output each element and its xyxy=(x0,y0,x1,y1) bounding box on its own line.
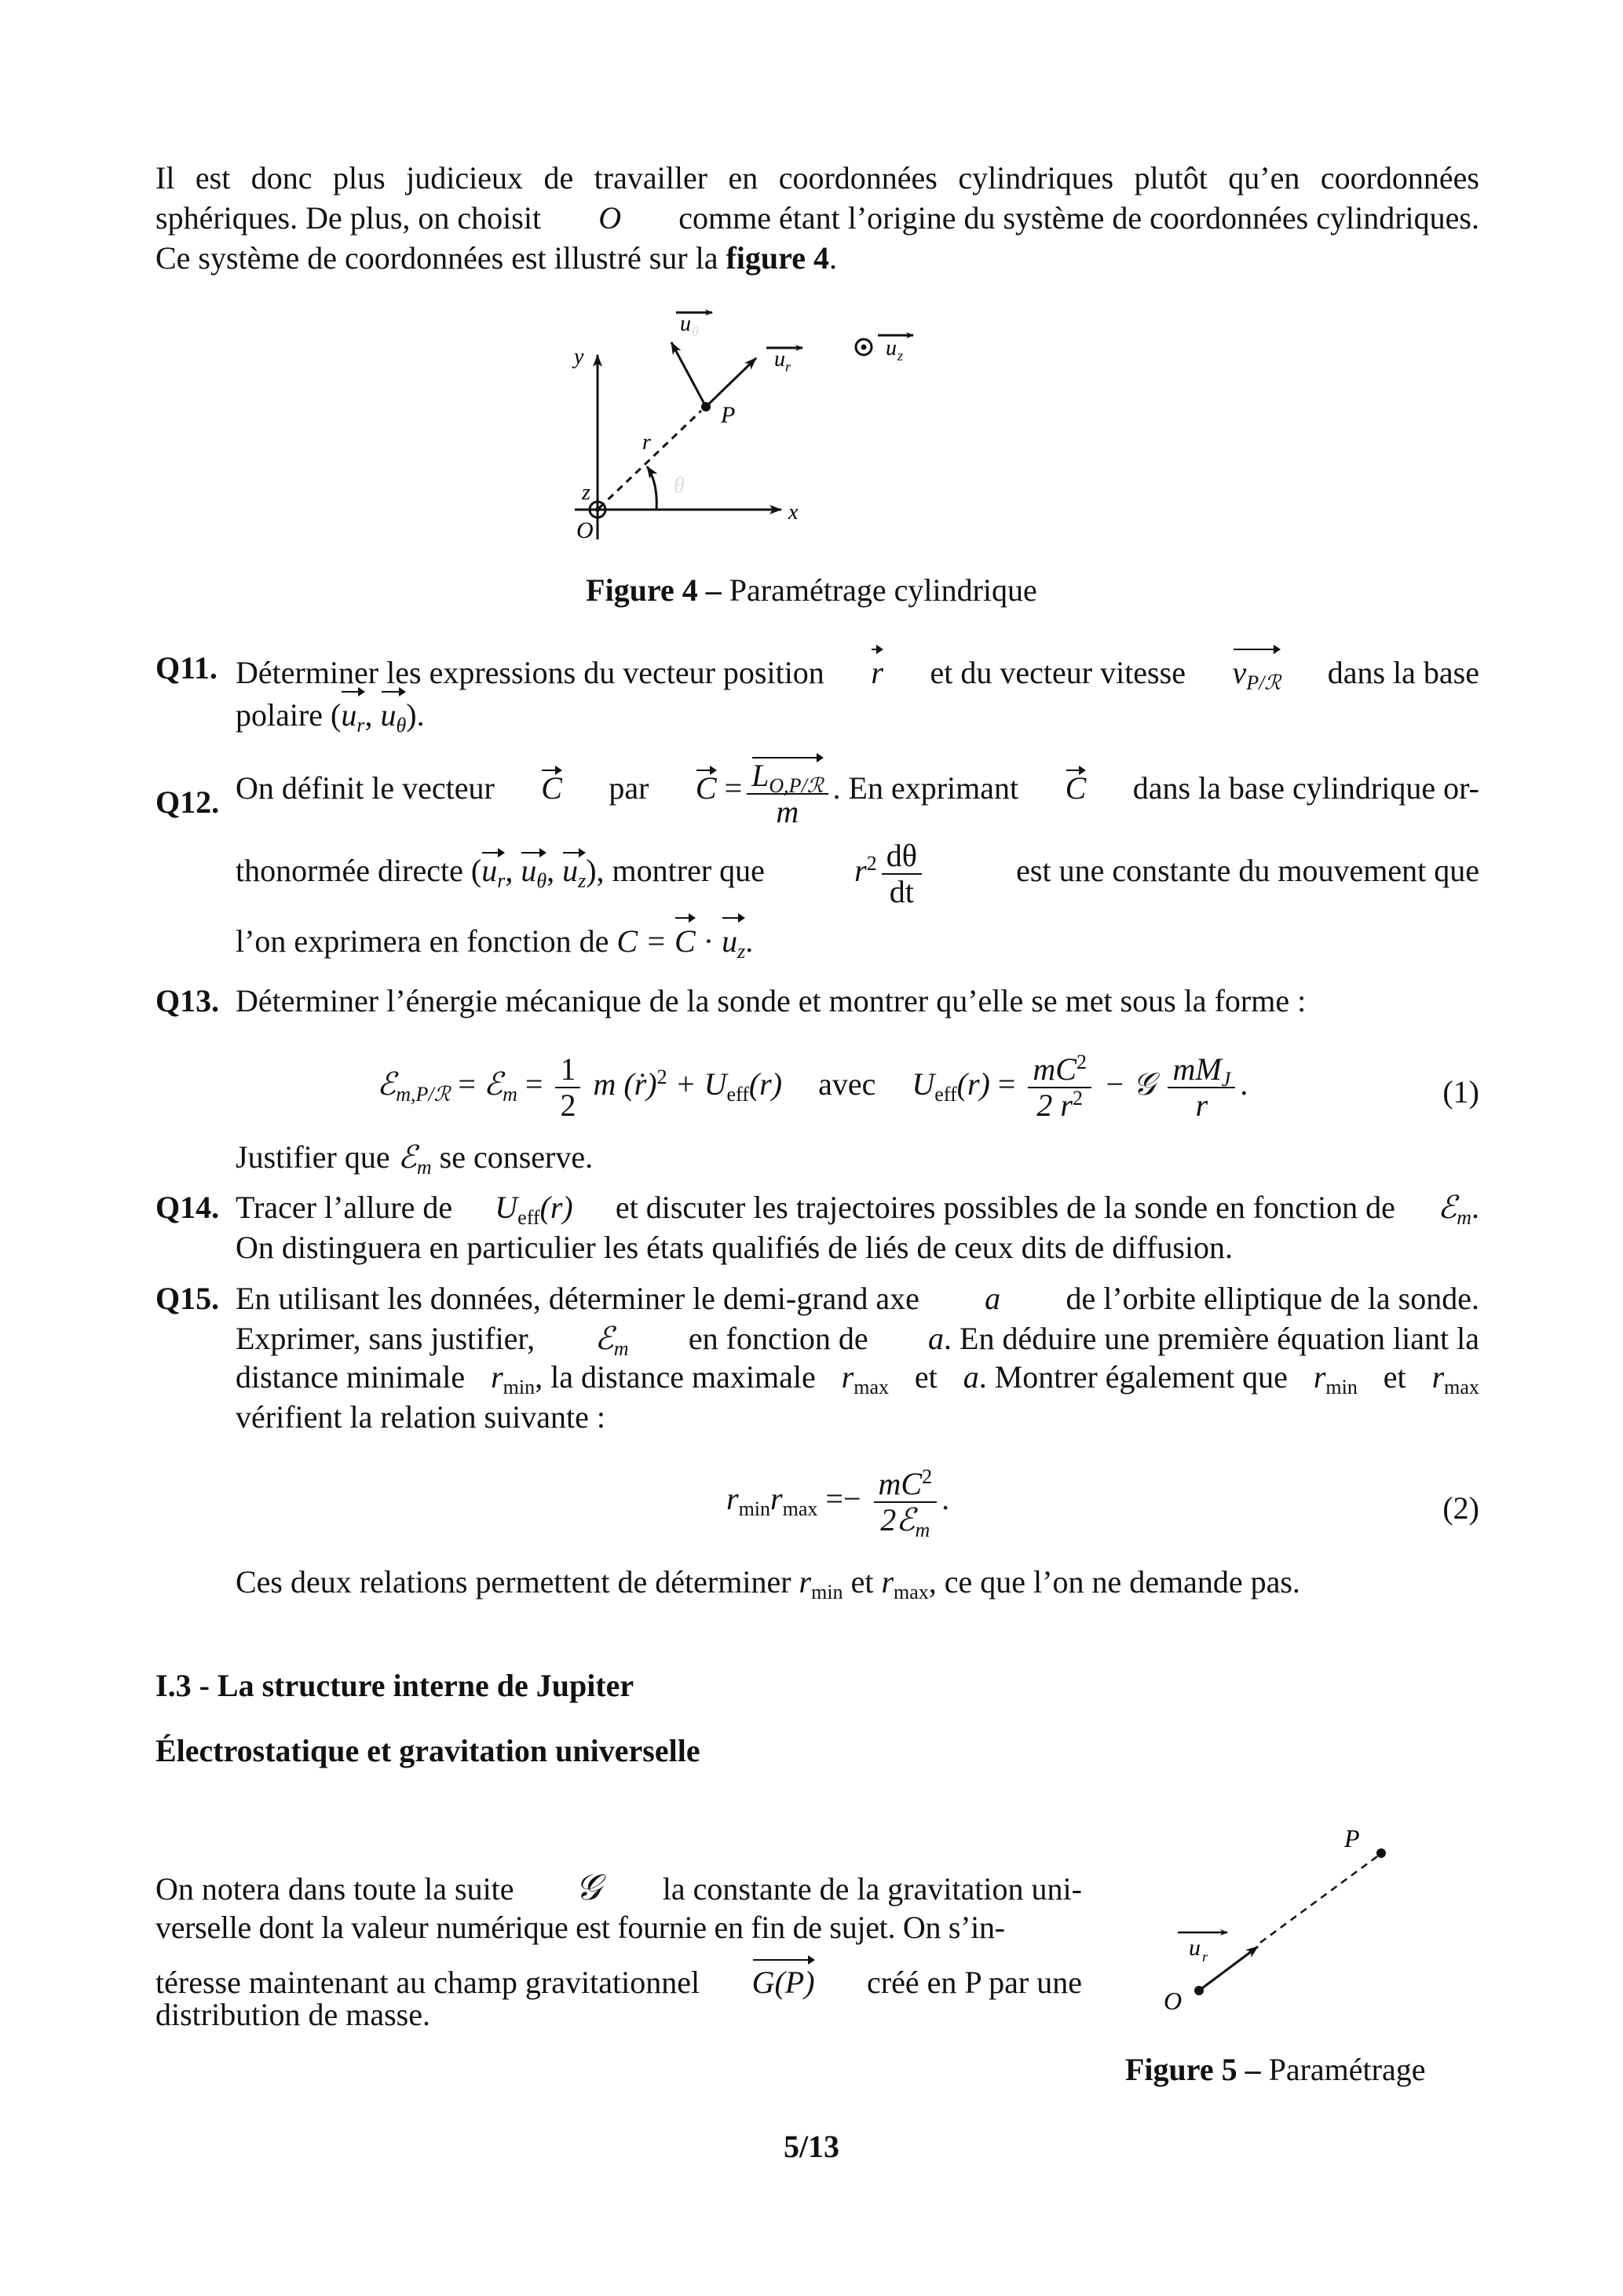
point-P xyxy=(1376,1848,1386,1858)
word: plutôt xyxy=(1134,160,1208,196)
label-u-z-sub: z xyxy=(897,348,904,364)
label-u-r: u xyxy=(774,347,785,371)
sub: m xyxy=(416,1156,432,1179)
sub: min xyxy=(738,1497,771,1521)
sub: m xyxy=(1457,1206,1471,1229)
period: . xyxy=(941,1481,950,1517)
text: et xyxy=(1383,1359,1406,1395)
text: Tracer l’allure de xyxy=(236,1190,453,1225)
u: u xyxy=(481,853,498,889)
equation-body xyxy=(726,1465,950,1541)
text: En utilisant les données, déterminer le demi-grand axe xyxy=(236,1281,919,1316)
r: r xyxy=(841,1359,854,1395)
text: et du vecteur vitesse xyxy=(930,655,1186,690)
vector-u-r xyxy=(341,688,364,738)
a: a xyxy=(963,1359,979,1395)
text: la constante de la gravitation uni- xyxy=(662,1871,1082,1907)
fraction xyxy=(882,839,922,909)
sub: O,P/ℛ xyxy=(769,774,824,797)
u-r-arrow xyxy=(1199,1947,1258,1991)
label-u-z: u xyxy=(886,336,897,360)
kinetic-term: m (ṙ) xyxy=(593,1066,657,1102)
denominator: 2 $r^2$ xyxy=(1036,1087,1083,1123)
mC: mC xyxy=(1033,1051,1077,1087)
denominator: dt xyxy=(889,874,914,909)
sub: P/ℛ xyxy=(1246,671,1281,694)
a: a xyxy=(985,1281,1001,1316)
word: donc xyxy=(250,160,313,196)
q15-line-3 xyxy=(236,1358,1479,1396)
q15-line-1 xyxy=(236,1280,1479,1318)
caption-label: Figure 5 – xyxy=(1125,2052,1261,2087)
sub: J xyxy=(1221,1068,1231,1091)
word: coordonnées xyxy=(778,160,938,196)
q14-line-2: On distinguera en particulier les états qualifiés de liés de ceux dits de diffusion. xyxy=(236,1230,1234,1265)
word: de xyxy=(543,160,574,196)
label-P: P xyxy=(721,402,736,428)
u: u xyxy=(521,853,537,889)
r: r xyxy=(770,1481,783,1517)
denominator: m xyxy=(776,794,799,829)
vector-G-of-P: G(P) xyxy=(752,1956,815,2005)
equals: = xyxy=(997,1066,1016,1102)
period: . xyxy=(1240,1066,1248,1102)
equation-number: (1) xyxy=(1442,1074,1479,1110)
q15-line-4: vérifient la relation suivante : xyxy=(236,1399,605,1435)
numerator: $mC^2$ xyxy=(874,1467,938,1503)
2E: 2ℰ xyxy=(880,1502,916,1537)
q12-line-1 xyxy=(236,754,1479,829)
equals: = xyxy=(525,1066,543,1102)
numerator xyxy=(747,754,828,795)
label-O: O xyxy=(1164,1987,1183,2015)
text: . Montrer également que xyxy=(978,1359,1288,1395)
label-u-theta-sub: θ xyxy=(692,324,699,339)
numerator: dθ xyxy=(882,839,922,875)
u: u xyxy=(341,697,357,733)
text: , ce que l’on ne demande pas. xyxy=(928,1564,1300,1600)
a: a xyxy=(928,1321,945,1356)
text: sphériques. De plus, on choisit xyxy=(155,200,542,236)
r: r xyxy=(1431,1359,1445,1395)
equals: = xyxy=(724,770,743,806)
text: comme étant l’origine du système de coordonnées cylindriques. xyxy=(678,200,1479,236)
a-text xyxy=(928,1320,1479,1358)
definition xyxy=(696,754,1018,829)
label-P: P xyxy=(1344,1824,1360,1852)
text: Ces deux relations permettent de déterminer xyxy=(236,1564,791,1600)
vector-L xyxy=(751,754,824,797)
page-number: 5/13 xyxy=(783,2129,840,2164)
sub: max xyxy=(1444,1376,1479,1398)
dashed-line-OP xyxy=(1260,1855,1380,1943)
label-z: z xyxy=(582,481,590,505)
text: . xyxy=(828,240,837,276)
rmax xyxy=(1432,1358,1479,1396)
text: Exprimer, sans justifier, xyxy=(236,1321,536,1356)
sub: eff xyxy=(517,1206,540,1229)
figure-4-caption xyxy=(0,572,1623,609)
fraction xyxy=(1028,1052,1091,1123)
q11-line-2 xyxy=(236,688,1479,738)
Em xyxy=(1438,1189,1479,1227)
vector-u-r xyxy=(481,849,506,893)
arg: (r) xyxy=(956,1066,990,1102)
label-u: u xyxy=(1189,1935,1201,1961)
word: est xyxy=(195,160,231,196)
q12-line-2 xyxy=(236,839,1479,909)
vector-C: C xyxy=(674,914,696,964)
E: ℰ xyxy=(397,1139,417,1175)
text: se conserve. xyxy=(439,1139,594,1175)
mC: mC xyxy=(878,1466,923,1501)
text: créé en P par une xyxy=(867,1965,1082,2000)
para-line-2: verselle dont la valeur numérique est fournie en fin de sujet. On s’in- xyxy=(155,1910,1005,1945)
q13-line-1: Déterminer l’énergie mécanique de la sonde et montrer qu’elle se met sous la forme : xyxy=(236,983,1307,1018)
E: ℰ xyxy=(1437,1190,1457,1225)
question-label: Q13. xyxy=(155,983,220,1018)
r2-dtheta-dt: $r^2$ $\frac{d\theta}{dt}$ xyxy=(854,839,927,909)
label-O: O xyxy=(576,517,594,543)
avec: avec xyxy=(818,1066,876,1102)
rmin xyxy=(1314,1358,1358,1396)
sub: m xyxy=(613,1337,629,1360)
caption-label: Figure 4 – xyxy=(586,572,722,608)
sub: r xyxy=(497,869,506,893)
U-eff xyxy=(495,1189,573,1227)
text: distance minimale xyxy=(236,1359,466,1395)
minus-G: − 𝒢 xyxy=(1103,1066,1156,1102)
q15-line-2 xyxy=(236,1320,1479,1358)
theta-angle-arc xyxy=(647,466,656,510)
numerator xyxy=(1168,1051,1235,1091)
U: U xyxy=(912,1066,935,1102)
sub: eff xyxy=(726,1083,749,1106)
C-equals: C = xyxy=(616,923,667,959)
word: qu’en xyxy=(1228,160,1300,196)
fraction-half xyxy=(555,1052,580,1123)
sub: r xyxy=(356,714,365,737)
sub: min xyxy=(811,1581,843,1603)
period: . xyxy=(1471,1190,1479,1225)
equals: = xyxy=(825,1481,843,1517)
numerator: $mC^2$ xyxy=(1028,1052,1091,1088)
sub: z xyxy=(737,940,746,963)
L: L xyxy=(751,758,769,793)
equation-number: (2) xyxy=(1442,1490,1479,1526)
vector-C: C xyxy=(1066,766,1087,806)
question-label: Q14. xyxy=(155,1190,220,1225)
r: r xyxy=(799,1564,812,1600)
q13-line-2 xyxy=(236,1139,1479,1179)
r: r xyxy=(1313,1359,1326,1395)
u: u xyxy=(562,853,579,889)
question-label: Q15. xyxy=(155,1281,220,1316)
v: v xyxy=(1232,655,1247,690)
r: r xyxy=(881,1564,894,1600)
sub: eff xyxy=(934,1083,957,1106)
u: u xyxy=(380,697,397,733)
U: + U xyxy=(674,1066,727,1102)
rmax xyxy=(842,1358,889,1396)
question-label: Q11. xyxy=(155,650,217,686)
text: dans la base cylindrique or- xyxy=(1132,770,1479,806)
text: téresse maintenant au champ gravitationnel xyxy=(155,1965,700,2000)
Em xyxy=(595,1320,629,1358)
sub: m,P/ℛ xyxy=(396,1083,451,1106)
sub: m xyxy=(503,1083,517,1106)
text: et xyxy=(850,1564,874,1600)
word: plus xyxy=(333,160,386,196)
word: judicieux xyxy=(406,160,523,196)
numerator: 1 xyxy=(555,1052,580,1088)
point-O xyxy=(1194,1986,1204,1995)
word: en xyxy=(728,160,758,196)
equals: = xyxy=(458,1066,476,1102)
sub: max xyxy=(894,1581,929,1603)
figure-reference: figure 4 xyxy=(726,240,829,276)
label-y: y xyxy=(574,345,584,369)
text: et xyxy=(914,1359,938,1395)
sub: m xyxy=(915,1519,930,1541)
vector-u-z xyxy=(722,914,745,964)
word: cylindriques xyxy=(958,160,1114,196)
math-O: O xyxy=(598,200,622,236)
vector-r: r xyxy=(871,645,883,696)
text: , la distance maximale xyxy=(535,1359,816,1395)
u-z-dot xyxy=(861,345,867,350)
denominator: 2 xyxy=(560,1088,576,1123)
figure-5-diagram xyxy=(1099,1806,1492,2042)
arg: (r) xyxy=(748,1066,783,1102)
a-text xyxy=(963,1358,1288,1396)
minus: − xyxy=(843,1481,861,1517)
fraction xyxy=(1168,1052,1235,1123)
sub: max xyxy=(854,1376,889,1398)
2r: 2 r xyxy=(1036,1088,1073,1123)
sub: θ xyxy=(536,869,547,893)
text: On définit le vecteur xyxy=(236,770,495,806)
fraction xyxy=(874,1465,938,1541)
vector-u-z xyxy=(562,849,587,893)
E: ℰ xyxy=(377,1066,397,1102)
label-u-sub: r xyxy=(1202,1949,1208,1965)
text: l’on exprimera en fonction de xyxy=(236,923,609,959)
text: . En déduire une première équation liant la xyxy=(944,1321,1479,1356)
word: coordonnées xyxy=(1320,160,1479,196)
denominator xyxy=(875,1502,934,1541)
text: Ce système de coordonnées est illustré sur la xyxy=(155,240,718,276)
E: ℰ xyxy=(594,1321,614,1356)
caption-text: Paramétrage cylindrique xyxy=(729,572,1037,608)
E: ℰ xyxy=(483,1066,503,1102)
vector-u-theta xyxy=(381,688,407,738)
sub: z xyxy=(578,869,587,893)
text: ). xyxy=(406,697,425,733)
section-title: I.3 - La structure interne de Jupiter xyxy=(155,1668,634,1703)
subsection-title: Électrostatique et gravitation universelle xyxy=(155,1733,700,1768)
figure-4-diagram xyxy=(0,0,1623,597)
r: r xyxy=(726,1481,739,1517)
r: r xyxy=(854,853,867,889)
denominator: r xyxy=(1195,1088,1208,1123)
fraction xyxy=(747,754,828,829)
sub: min xyxy=(1325,1376,1358,1398)
text: de l’orbite elliptique de la sonde. xyxy=(1066,1281,1479,1316)
u: u xyxy=(722,923,738,959)
text: thonormée directe ( xyxy=(236,853,482,889)
dot: · xyxy=(703,923,715,959)
q14-line-1 xyxy=(236,1189,1479,1227)
para-line-1 xyxy=(155,1869,1082,1908)
r: r xyxy=(491,1359,503,1395)
basis: thonormée directe ($u_r$, $u_\theta$, $u_z$), montrer que xyxy=(236,849,765,888)
label-theta: θ xyxy=(674,473,685,498)
label-x: x xyxy=(788,500,799,525)
sub: θ xyxy=(396,714,407,737)
label-r: r xyxy=(642,430,651,455)
text: par xyxy=(609,770,649,806)
text: Justifier que xyxy=(236,1139,390,1175)
text: polaire ( xyxy=(236,697,342,733)
word: Il xyxy=(155,160,175,196)
question-label: Q12. xyxy=(155,784,220,820)
text: en fonction de xyxy=(688,1321,868,1356)
text: est une constante du mouvement que xyxy=(1016,853,1479,889)
figure-5-caption xyxy=(1125,2051,1425,2089)
u-theta-arrow xyxy=(671,342,706,407)
comma: , xyxy=(364,697,373,733)
vector-C: C xyxy=(696,766,717,806)
U: U xyxy=(495,1190,518,1225)
text: dans la base xyxy=(1327,655,1479,690)
label-u-theta: u xyxy=(680,312,691,336)
mM: mM xyxy=(1172,1051,1222,1087)
vector-C: C xyxy=(541,766,562,806)
word: travailler xyxy=(594,160,708,196)
text: . xyxy=(745,923,754,959)
vector-u-theta xyxy=(521,849,547,893)
equation-2 xyxy=(726,1465,950,1541)
label-u-r-sub: r xyxy=(785,359,791,375)
text: Déterminer les expressions du vecteur position xyxy=(236,655,824,690)
q15-line-5 xyxy=(236,1563,1479,1601)
text: . En exprimant xyxy=(832,770,1019,806)
q12-line-3 xyxy=(236,914,1479,964)
equation-1 xyxy=(377,1052,1248,1123)
sub: min xyxy=(503,1376,536,1398)
G-constant: 𝒢 xyxy=(575,1867,601,1907)
text: ), montrer que xyxy=(586,853,765,889)
caption-text: Paramétrage xyxy=(1268,2052,1426,2087)
arg: (r) xyxy=(539,1190,573,1225)
para-line-4: distribution de masse. xyxy=(155,1997,430,2032)
u-r-arrow xyxy=(706,358,756,407)
text: On notera dans toute la suite xyxy=(155,1871,514,1907)
text: et discuter les trajectoires possibles de la sonde en fonction de xyxy=(615,1190,1395,1225)
sub: max xyxy=(782,1497,818,1521)
equation-body: ℰ$_{m,P/ℛ}$ = ℰ$_m$ = $\frac{1}{2}$ m (ṙ)$^2$ + $U_{eff}(r)$ avec $U_{eff}(r)$ = $\frac{mC^2}{2 r^2}$ − 𝒢 $\frac{mM_J}{r}$ . xyxy=(377,1051,1248,1123)
rmin-text xyxy=(491,1358,816,1396)
radius-dashed xyxy=(599,411,701,508)
